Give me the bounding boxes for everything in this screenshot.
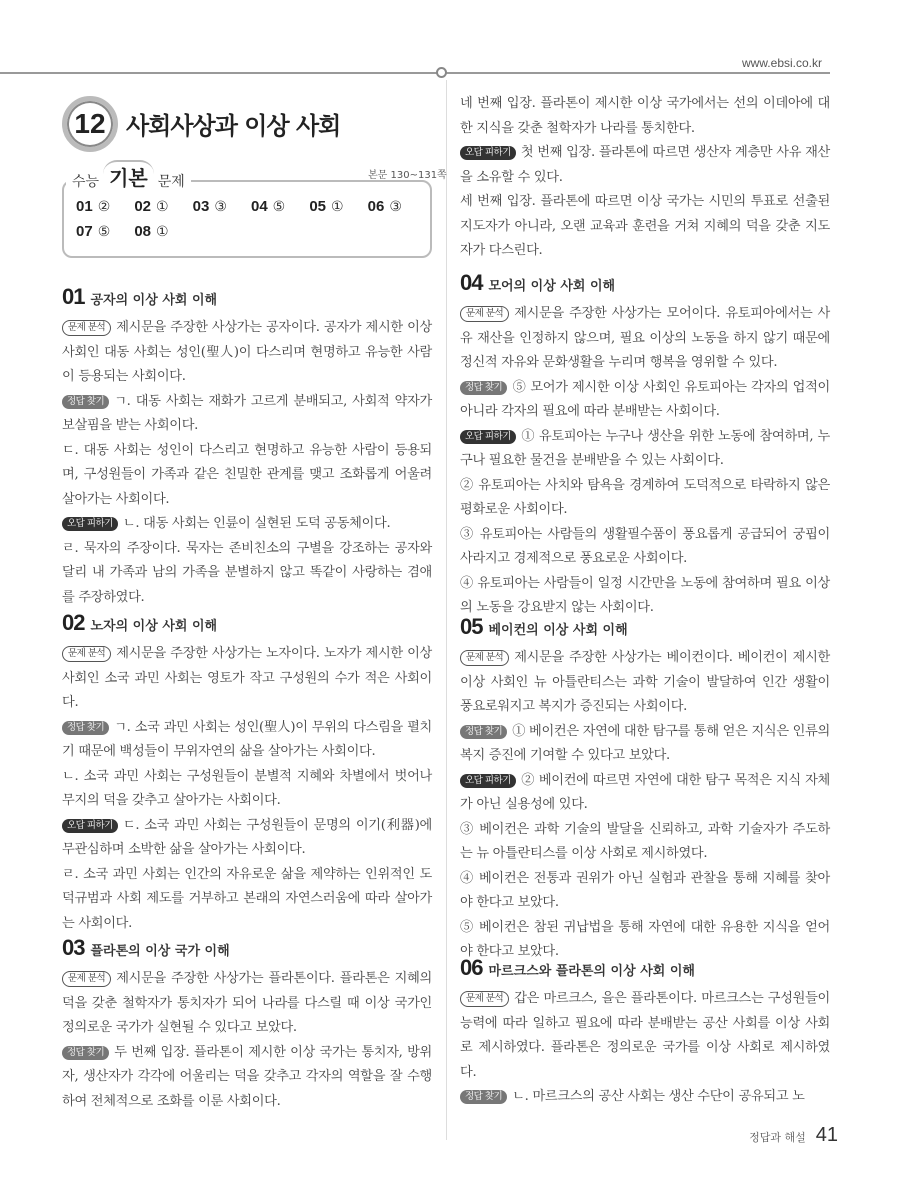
- paragraph-text: ㄷ. 대동 사회는 성인이 다스리고 현명하고 유능한 사람이 등용되며, 구성원들이 가족과 같은 친밀한 관계를 맺고 조화롭게 어울려 살아가는 사회이다.: [62, 442, 432, 507]
- paragraph-text: ③ 유토피아는 사람들의 생활필수품이 풍요롭게 공급되어 궁핍이 사라지고 경제적으로 풍요로운 사회이다.: [460, 526, 830, 566]
- section-heading: [62, 610, 432, 636]
- paragraph-text: ⑤ 베이컨은 참된 귀납법을 통해 자연에 대한 유용한 지식을 얻어야 한다고 보았다.: [460, 919, 830, 959]
- section-heading: [460, 955, 830, 981]
- paragraph-text: ① 베이컨은 자연에 대한 탐구를 통해 얻은 지식은 인류의 복지 증진에 기여할 수 있다고 보았다.: [460, 723, 830, 763]
- answer-item: [251, 198, 309, 215]
- section-heading: [460, 614, 830, 640]
- explanation-paragraph: [62, 863, 432, 937]
- paragraph-text: ⑤ 모어가 제시한 이상 사회인 유토피아는 각자의 업적이 아니라 각자의 필요에 따라 분배받는 사회이다.: [460, 379, 830, 419]
- paragraph-text: ② 베이컨에 따르면 자연에 대한 탐구 목적은 지식 자체가 아닌 실용성에 있다.: [460, 772, 830, 812]
- paragraph-text: 제시문을 주장한 사상가는 모어이다. 유토피아에서는 사유 재산을 인정하지 않으며, 필요 이상의 노동을 하지 않기 때문에 정신적 자유와 문화생활을 누리며 행복을 영위할 수 있다.: [460, 306, 830, 370]
- answer-item: [368, 198, 426, 215]
- tab-suffix: 문제: [157, 174, 185, 190]
- paragraph-text: ② 유토피아는 사치와 탐욕을 경계하여 도덕적으로 타락하지 않은 평화로운 사회이다.: [460, 477, 830, 517]
- analysis-badge: 문제 분석: [460, 991, 509, 1007]
- analysis-badge: 문제 분석: [62, 320, 111, 336]
- explanation-paragraph: [62, 765, 432, 814]
- answer-section: [460, 614, 830, 965]
- top-rule: [0, 72, 830, 74]
- paragraph-text: ㄷ. 소국 과민 사회는 구성원들이 문명의 이기(利器)에 무관심하며 소박한 삶을 살아가는 사회이다.: [62, 817, 432, 857]
- correct-badge: 정답 찾기: [62, 395, 109, 409]
- answer-choice: ③: [389, 199, 402, 215]
- paragraph-text: 두 번째 입장. 플라톤이 제시한 이상 국가는 통치자, 방위자, 생산자가 각각에 어울리는 덕을 갖추고 각자의 역할을 잘 수행하여 전체적으로 조화를 이룬 사회이다.: [62, 1044, 432, 1109]
- wrong-badge: 오답 피하기: [460, 430, 516, 444]
- answer-item: [193, 198, 251, 215]
- correct-badge: 정답 찾기: [460, 381, 507, 395]
- paragraph-text: 제시문을 주장한 사상가는 노자이다. 노자가 제시한 이상 사회인 소국 과민 사회는 영토가 작고 구성원의 수가 적은 사회이다.: [62, 646, 432, 710]
- paragraph-text: ㄱ. 대동 사회는 재화가 고르게 분배되고, 사회적 약자가 보살핌을 받는 사회이다.: [62, 393, 432, 433]
- answer-section: [460, 92, 830, 264]
- correct-badge: 정답 찾기: [62, 1046, 109, 1060]
- answer-choice: ⑤: [97, 224, 111, 240]
- rule-dot: [436, 67, 447, 78]
- page-reference: 본문 130~131쪽: [368, 170, 447, 181]
- answer-choice: ③: [214, 199, 227, 215]
- explanation-paragraph: [460, 523, 830, 572]
- paragraph-text: ㄴ. 대동 사회는 인륜이 실현된 도덕 공동체이다.: [122, 516, 391, 531]
- section-title: 모어의 이상 사회 이해: [488, 279, 616, 294]
- tab-prefix: 수능: [72, 174, 100, 190]
- explanation-paragraph: [460, 474, 830, 523]
- explanation-paragraph: [62, 316, 432, 390]
- question-number: 08: [134, 223, 152, 240]
- explanation-paragraph: [460, 1085, 830, 1110]
- paragraph-text: ③ 베이컨은 과학 기술의 발달을 신뢰하고, 과학 기술자가 주도하는 뉴 아틀란티스를 이상 사회로 제시하였다.: [460, 821, 830, 861]
- answer-section: [62, 610, 432, 936]
- answer-grid: [76, 198, 426, 240]
- answer-choice: ①: [156, 199, 169, 215]
- section-number: 06: [460, 955, 483, 980]
- wrong-badge: 오답 피하기: [62, 819, 118, 833]
- section-title: 베이컨의 이상 사회 이해: [488, 623, 628, 638]
- paragraph-text: ㄱ. 소국 과민 사회는 성인(聖人)이 무위의 다스림을 펼치기 때문에 백성들이 무위자연의 삶을 살아가는 사회이다.: [62, 719, 432, 759]
- answer-item: [76, 223, 134, 240]
- answer-choice: ⑤: [272, 199, 286, 215]
- explanation-paragraph: [62, 814, 432, 863]
- explanation-paragraph: [460, 92, 830, 141]
- chapter-title: 사회사상과 이상 사회: [126, 112, 341, 140]
- answer-box-tab: [66, 160, 191, 191]
- explanation-paragraph: [62, 390, 432, 439]
- section-title: 마르크스와 플라톤의 이상 사회 이해: [488, 964, 695, 979]
- paragraph-text: 제시문을 주장한 사상가는 플라톤이다. 플라톤은 지혜의 덕을 갖춘 철학자가 통치자가 되어 나라를 다스릴 때 이상 국가인 정의로운 국가가 실현될 수 있다고 보았다.: [62, 971, 432, 1035]
- explanation-paragraph: [62, 642, 432, 716]
- explanation-paragraph: [460, 190, 830, 264]
- analysis-badge: 문제 분석: [460, 650, 509, 666]
- paragraph-text: ㄴ. 마르크스의 공산 사회는 생산 수단이 공유되고 노: [512, 1089, 805, 1104]
- column-divider: [446, 80, 447, 1140]
- explanation-paragraph: [460, 376, 830, 425]
- paragraph-text: ① 유토피아는 누구나 생산을 위한 노동에 참여하며, 누구나 필요한 물건을 분배받을 수 있는 사회이다.: [460, 428, 830, 468]
- answer-item: [76, 198, 134, 215]
- answer-item: [309, 198, 367, 215]
- explanation-paragraph: [460, 141, 830, 190]
- explanation-paragraph: [460, 867, 830, 916]
- answer-choice: ①: [156, 224, 169, 240]
- answer-section: [62, 935, 432, 1114]
- question-number: 01: [76, 198, 93, 215]
- answer-section: [460, 955, 830, 1110]
- paragraph-text: ㄹ. 소국 과민 사회는 인간의 자유로운 삶을 제약하는 인위적인 도덕규범과 사회 제도를 거부하고 본래의 자연스러움에 따라 살아가는 사회이다.: [62, 866, 432, 931]
- answer-choice: ①: [331, 199, 344, 215]
- explanation-paragraph: [460, 646, 830, 720]
- explanation-paragraph: [460, 769, 830, 818]
- page-number: 41: [815, 1124, 838, 1146]
- question-number: 06: [367, 198, 385, 215]
- paragraph-text: 첫 번째 입장. 플라톤에 따르면 생산자 계층만 사유 재산을 소유할 수 있다.: [460, 145, 830, 185]
- section-heading: [62, 284, 432, 310]
- explanation-paragraph: [460, 818, 830, 867]
- correct-badge: 정답 찾기: [460, 725, 507, 739]
- correct-badge: 정답 찾기: [460, 1090, 507, 1104]
- paragraph-text: ④ 유토피아는 사람들이 일정 시간만을 노동에 참여하며 필요 이상의 노동을 강요받지 않는 사회이다.: [460, 575, 830, 615]
- analysis-badge: 문제 분석: [460, 306, 509, 322]
- explanation-paragraph: [460, 302, 830, 376]
- explanation-paragraph: [460, 987, 830, 1085]
- question-number: 05: [309, 198, 327, 215]
- paragraph-text: ④ 베이컨은 전통과 권위가 아닌 실험과 관찰을 통해 지혜를 찾아야 한다고 보았다.: [460, 870, 830, 910]
- tab-main: 기본: [103, 160, 154, 191]
- analysis-badge: 문제 분석: [62, 971, 111, 987]
- question-number: 02: [134, 198, 152, 215]
- wrong-badge: 오답 피하기: [460, 774, 516, 788]
- wrong-badge: 오답 피하기: [62, 517, 118, 531]
- paragraph-text: ㄴ. 소국 과민 사회는 구성원들이 분별적 지혜와 차별에서 벗어나 무지의 덕을 갖추고 살아가는 사회이다.: [62, 768, 432, 808]
- analysis-badge: 문제 분석: [62, 646, 111, 662]
- answer-choice: ②: [97, 199, 111, 215]
- section-title: 노자의 이상 사회 이해: [90, 619, 218, 634]
- answer-section: [62, 284, 432, 610]
- paragraph-text: 갑은 마르크스, 을은 플라톤이다. 마르크스는 구성원들이 능력에 따라 일하고 필요에 따라 분배받는 공산 사회를 이상 사회로 제시하였다. 플라톤은 정의로운 국가를 이상 사회로 제시하였다.: [460, 991, 830, 1080]
- section-number: 03: [62, 935, 85, 960]
- section-heading: [62, 935, 432, 961]
- explanation-paragraph: [460, 425, 830, 474]
- answer-section: [460, 270, 830, 621]
- section-number: 05: [460, 614, 483, 639]
- explanation-paragraph: [62, 537, 432, 611]
- paragraph-text: ㄹ. 묵자의 주장이다. 묵자는 존비친소의 구별을 강조하는 공자와 달리 내 가족과 남의 가족을 분별하지 않고 똑같이 사랑하는 겸애를 주장하였다.: [62, 540, 432, 605]
- paragraph-text: 제시문을 주장한 사상가는 공자이다. 공자가 제시한 이상 사회인 대동 사회는 성인(聖人)이 다스리며 현명하고 유능한 사람이 등용되는 사회이다.: [62, 320, 432, 384]
- section-title: 공자의 이상 사회 이해: [90, 293, 218, 308]
- explanation-paragraph: [62, 716, 432, 765]
- question-number: 03: [192, 198, 210, 215]
- correct-badge: 정답 찾기: [62, 721, 109, 735]
- footer-label: 정답과 해설: [749, 1131, 806, 1144]
- question-number: 07: [76, 223, 93, 240]
- paragraph-text: 제시문을 주장한 사상가는 베이컨이다. 베이컨이 제시한 이상 사회인 뉴 아틀란티스는 과학 기술이 발달하여 인간 생활이 풍요로워지고 복지가 증진되는 사회이다.: [460, 650, 830, 714]
- explanation-paragraph: [62, 512, 432, 537]
- explanation-paragraph: [460, 720, 830, 769]
- explanation-paragraph: [62, 1041, 432, 1115]
- explanation-paragraph: [62, 439, 432, 513]
- chapter-number-badge: 12: [62, 96, 118, 152]
- explanation-paragraph: [62, 967, 432, 1041]
- wrong-badge: 오답 피하기: [460, 146, 516, 160]
- site-url: www.ebsi.co.kr: [741, 56, 822, 70]
- section-number: 01: [62, 284, 85, 309]
- section-heading: [460, 270, 830, 296]
- answer-item: [134, 198, 192, 215]
- page-footer: [749, 1124, 838, 1147]
- paragraph-text: 네 번째 입장. 플라톤이 제시한 이상 국가에서는 선의 이데아에 대한 지식을 갖춘 철학자가 나라를 통치한다.: [460, 96, 830, 136]
- section-number: 02: [62, 610, 85, 635]
- section-title: 플라톤의 이상 국가 이해: [90, 944, 230, 959]
- answer-item: [134, 223, 192, 240]
- paragraph-text: 세 번째 입장. 플라톤에 따르면 이상 국가는 시민의 투표로 선출된 지도자가 아니라, 오랜 교육과 훈련을 거쳐 지혜의 덕을 갖춘 지도자가 다스린다.: [460, 194, 830, 258]
- section-number: 04: [460, 270, 483, 295]
- question-number: 04: [250, 198, 268, 215]
